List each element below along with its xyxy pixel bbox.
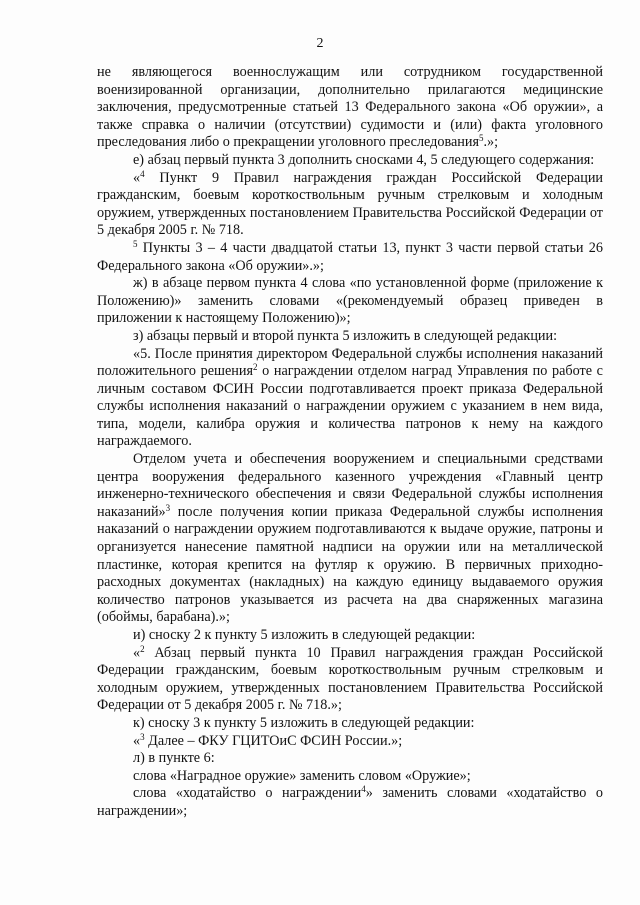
paragraph bbox=[97, 275, 603, 328]
footnote-marker: 5 bbox=[133, 238, 138, 249]
paragraph bbox=[97, 170, 603, 240]
paragraph bbox=[97, 768, 603, 786]
paragraph bbox=[97, 240, 603, 275]
paragraph bbox=[97, 451, 603, 627]
paragraph bbox=[97, 328, 603, 346]
footnote-marker: 2 bbox=[140, 643, 145, 654]
paragraph-text: Пункты 3 – 4 части двадцатой статьи 13, пункт 3 части первой статьи 26 Федерального закона «Об оружии».»; bbox=[97, 239, 603, 274]
page-number: 2 bbox=[316, 36, 324, 51]
footnote-marker: 4 bbox=[140, 168, 145, 179]
paragraph-text: о награждении отделом наград Управления по работе с личным составом ФСИН России подготавливается проект приказа Федеральной службы исполнения наказаний о награждении оружием с указанием в нем вида, типа, модели, калибра оружия и количества патронов к нему на каждого награждаемого. bbox=[97, 363, 603, 450]
paragraph-text: .»; bbox=[483, 134, 499, 151]
paragraph bbox=[97, 64, 603, 152]
paragraph-text: л) в пункте 6: bbox=[133, 750, 215, 767]
paragraph-text: е) абзац первый пункта 3 дополнить сносками 4, 5 следующего содержания: bbox=[133, 151, 595, 168]
paragraph-text: не являющегося военнослужащим или сотрудником государственной военизированной организации, дополнительно прилагаются медицинские заключения, предусмотренные статьей 13 Федерального закона «Об оружии», а также справка о наличии (отсутствии) судимости и (или) факта уголовного преследования либо о прекращении уголовного преследования bbox=[97, 64, 603, 151]
paragraph-text: Абзац первый пункта 10 Правил награждения граждан Российской Федерации гражданским, боевым короткоствольным ручным стрелковым и холодным оружием, утвержденных постановлением Правительства Российской Федерации от 5 декабря 2005 г. № 718.»; bbox=[97, 644, 603, 714]
paragraph bbox=[97, 627, 603, 645]
paragraph-text: « bbox=[133, 169, 141, 186]
footnote-marker: 2 bbox=[252, 362, 258, 373]
document-body bbox=[97, 64, 603, 821]
footnote-marker: 4 bbox=[361, 784, 366, 795]
paragraph-text: » заменить словами «ходатайство о награждении»; bbox=[97, 785, 603, 819]
paragraph-text: после получения копии приказа Федеральной службы исполнения наказаний о награждении оружием подготавливаются к выдаче оружие, патроны и организуется нанесение памятной надписи на оружии или на металлической пластинке, которая крепится на футляр к оружию. В первичных приходно-расходных документах (накладных) на каждую единицу выдаваемого оружия количество патронов указывается из расчета на два снаряженных магазина (обоймы, барабана).»; bbox=[97, 503, 603, 626]
paragraph-text: слова «Наградное оружие» заменить словом «Оружие»; bbox=[133, 767, 471, 784]
paragraph-text: « bbox=[133, 644, 141, 661]
paragraph-text: ж) в абзаце первом пункта 4 слова «по установленной форме (приложение к Положению)» заменить словами «(рекомендуемый образец приведен в приложении к настоящему Положению)»; bbox=[97, 275, 603, 327]
paragraph bbox=[97, 733, 603, 751]
paragraph-text: « bbox=[133, 732, 141, 749]
paragraph bbox=[97, 715, 603, 733]
paragraph-text: Далее – ФКУ ГЦИТОиС ФСИН России.»; bbox=[144, 732, 403, 749]
paragraph bbox=[97, 785, 603, 820]
paragraph-text: Отделом учета и обеспечения вооружением и специальными средствами центра вооружения федерального казенного учреждения «Главный центр инженерно-технического обеспечения и связи Федеральной службы исполнения наказаний» bbox=[97, 451, 603, 520]
paragraph bbox=[97, 645, 603, 715]
paragraph-text: «5. После принятия директором Федеральной службы исполнения наказаний положительного решения bbox=[97, 345, 603, 380]
paragraph bbox=[97, 750, 603, 768]
footnote-marker: 5 bbox=[478, 133, 484, 144]
paragraph-text: к) сноску 3 к пункту 5 изложить в следующей редакции: bbox=[133, 714, 475, 731]
paragraph-text: слова «ходатайство о награждении bbox=[133, 785, 362, 802]
paragraph-text: Пункт 9 Правил награждения граждан Российской Федерации гражданским, боевым короткоствольным ручным стрелковым и холодным оружием, утвержденных постановлением Правительства Российской Федерации от 5 декабря 2005 г. № 718. bbox=[97, 169, 603, 239]
paragraph bbox=[97, 152, 603, 170]
footnote-marker: 3 bbox=[165, 502, 171, 513]
paragraph-text: з) абзацы первый и второй пункта 5 изложить в следующей редакции: bbox=[133, 327, 558, 344]
footnote-marker: 3 bbox=[140, 731, 145, 742]
paragraph-text: и) сноску 2 к пункту 5 изложить в следующей редакции: bbox=[133, 627, 476, 643]
paragraph bbox=[97, 346, 603, 452]
